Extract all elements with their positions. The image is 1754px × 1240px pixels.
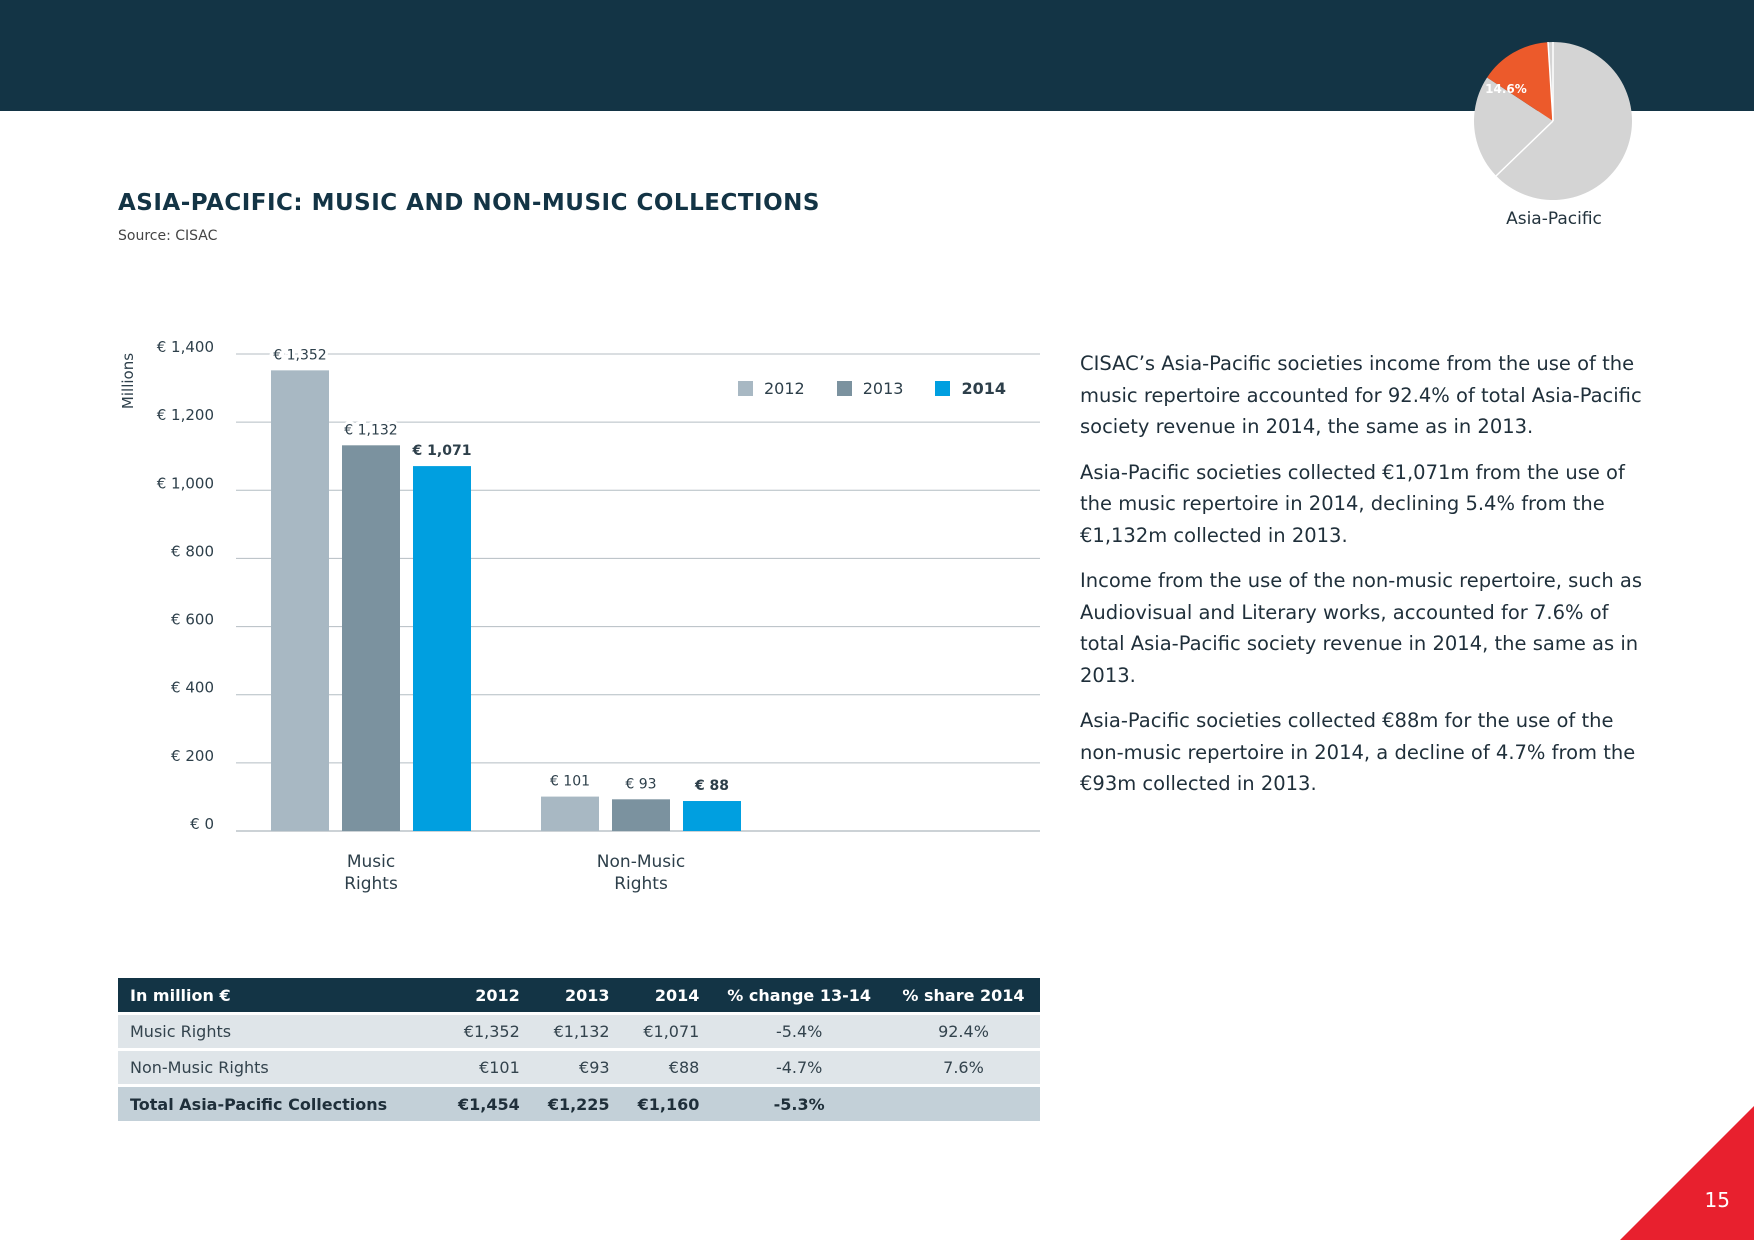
table-cell: €1,454 xyxy=(442,1087,532,1121)
table-cell: Total Asia-Pacific Collections xyxy=(118,1087,442,1121)
data-label: € 1,352 xyxy=(273,347,327,364)
table-cell: 7.6% xyxy=(887,1051,1040,1084)
y-tick-label: € 1,400 xyxy=(156,338,214,356)
x-tick-label: Music Rights xyxy=(344,852,398,894)
paragraph: Asia-Pacific societies collected €88m for the use of the non-music repertoire in 2014, a decline of 4.7% from the €93m collected in 2013. xyxy=(1080,709,1636,795)
paragraph: Income from the use of the non-music repertoire, such as Audiovisual and Literary works, accounted for 7.6% of total Asia-Pacific society revenue in 2014, the same as in 2013. xyxy=(1080,569,1643,687)
y-tick-label: € 1,200 xyxy=(156,406,214,425)
page-title: ASIA-PACIFIC: MUSIC AND NON-MUSIC COLLECTIONS xyxy=(118,190,820,216)
table-cell: €1,160 xyxy=(622,1087,712,1121)
bar xyxy=(342,445,400,831)
table-cell: €1,132 xyxy=(532,1015,622,1048)
table-header-cell: % change 13-14 xyxy=(711,978,887,1012)
bar xyxy=(683,801,741,831)
bar xyxy=(612,799,670,831)
legend-item-2014 xyxy=(935,379,1006,398)
table-cell: -4.7% xyxy=(711,1051,887,1084)
bar xyxy=(413,466,471,831)
y-tick-label: € 0 xyxy=(190,815,214,833)
table-cell: €101 xyxy=(442,1051,532,1084)
table-header-row xyxy=(118,978,1040,1012)
table-row xyxy=(118,1015,1040,1048)
page-number: 15 xyxy=(1704,1188,1730,1212)
collections-table xyxy=(118,975,1040,1124)
table-row xyxy=(118,1051,1040,1084)
legend-label: 2014 xyxy=(961,378,1006,398)
legend-label: 2013 xyxy=(862,378,904,398)
table-cell: €1,352 xyxy=(442,1015,532,1048)
table-header-cell: 2012 xyxy=(442,978,532,1012)
chart-legend xyxy=(738,378,1006,398)
paragraph: Asia-Pacific societies collected €1,071m from the use of the music repertoire in 2014, declining 5.4% from the €1,132m collected in 2013. xyxy=(1080,460,1625,547)
table-cell: €88 xyxy=(622,1051,712,1084)
y-tick-label: € 200 xyxy=(171,746,214,765)
pie-caption: Asia-Pacific xyxy=(1506,209,1602,229)
table-header-cell: % share 2014 xyxy=(887,978,1040,1012)
legend-swatch xyxy=(935,381,950,396)
y-axis-label: Millions xyxy=(119,352,137,410)
table-header-cell: In million € xyxy=(118,978,442,1012)
table-cell: 92.4% xyxy=(887,1015,1040,1048)
legend-swatch xyxy=(738,381,753,396)
table-total-row xyxy=(118,1087,1040,1121)
data-label: € 1,132 xyxy=(344,422,398,439)
table-cell: -5.3% xyxy=(711,1087,887,1121)
table-cell: €1,225 xyxy=(532,1087,622,1121)
legend-label: 2012 xyxy=(764,378,805,398)
legend-item-2013 xyxy=(837,379,904,398)
bar xyxy=(271,370,329,831)
commentary-text xyxy=(1080,348,1650,814)
data-label: € 93 xyxy=(625,776,657,793)
table-cell: Music Rights xyxy=(118,1015,442,1048)
paragraph: CISAC’s Asia-Pacific societies income from the use of the music repertoire accounted for 92.4% of total Asia-Pacific society revenue in 2014, the same as in 2013. xyxy=(1080,352,1642,438)
table-cell: -5.4% xyxy=(711,1015,887,1048)
legend-swatch xyxy=(837,381,852,396)
pie-slice-label: 14.6% xyxy=(1485,82,1527,96)
y-tick-label: € 1,000 xyxy=(156,474,214,493)
table-cell: Non-Music Rights xyxy=(118,1051,442,1084)
source-note: Source: CISAC xyxy=(118,228,218,244)
data-label: € 101 xyxy=(549,773,591,790)
data-label: € 1,071 xyxy=(412,443,472,460)
bar xyxy=(541,797,599,831)
table-header-cell: 2014 xyxy=(622,978,712,1012)
table-cell: €93 xyxy=(532,1051,622,1084)
table-cell: €1,071 xyxy=(622,1015,712,1048)
y-tick-label: € 600 xyxy=(171,610,214,629)
y-tick-label: € 800 xyxy=(171,542,214,561)
data-label: € 88 xyxy=(694,778,730,795)
table-cell xyxy=(887,1087,1040,1121)
y-tick-label: € 400 xyxy=(171,678,214,697)
x-tick-label: Non-Music Rights xyxy=(596,852,686,894)
table-header-cell: 2013 xyxy=(532,978,622,1012)
legend-item-2012 xyxy=(738,379,805,398)
